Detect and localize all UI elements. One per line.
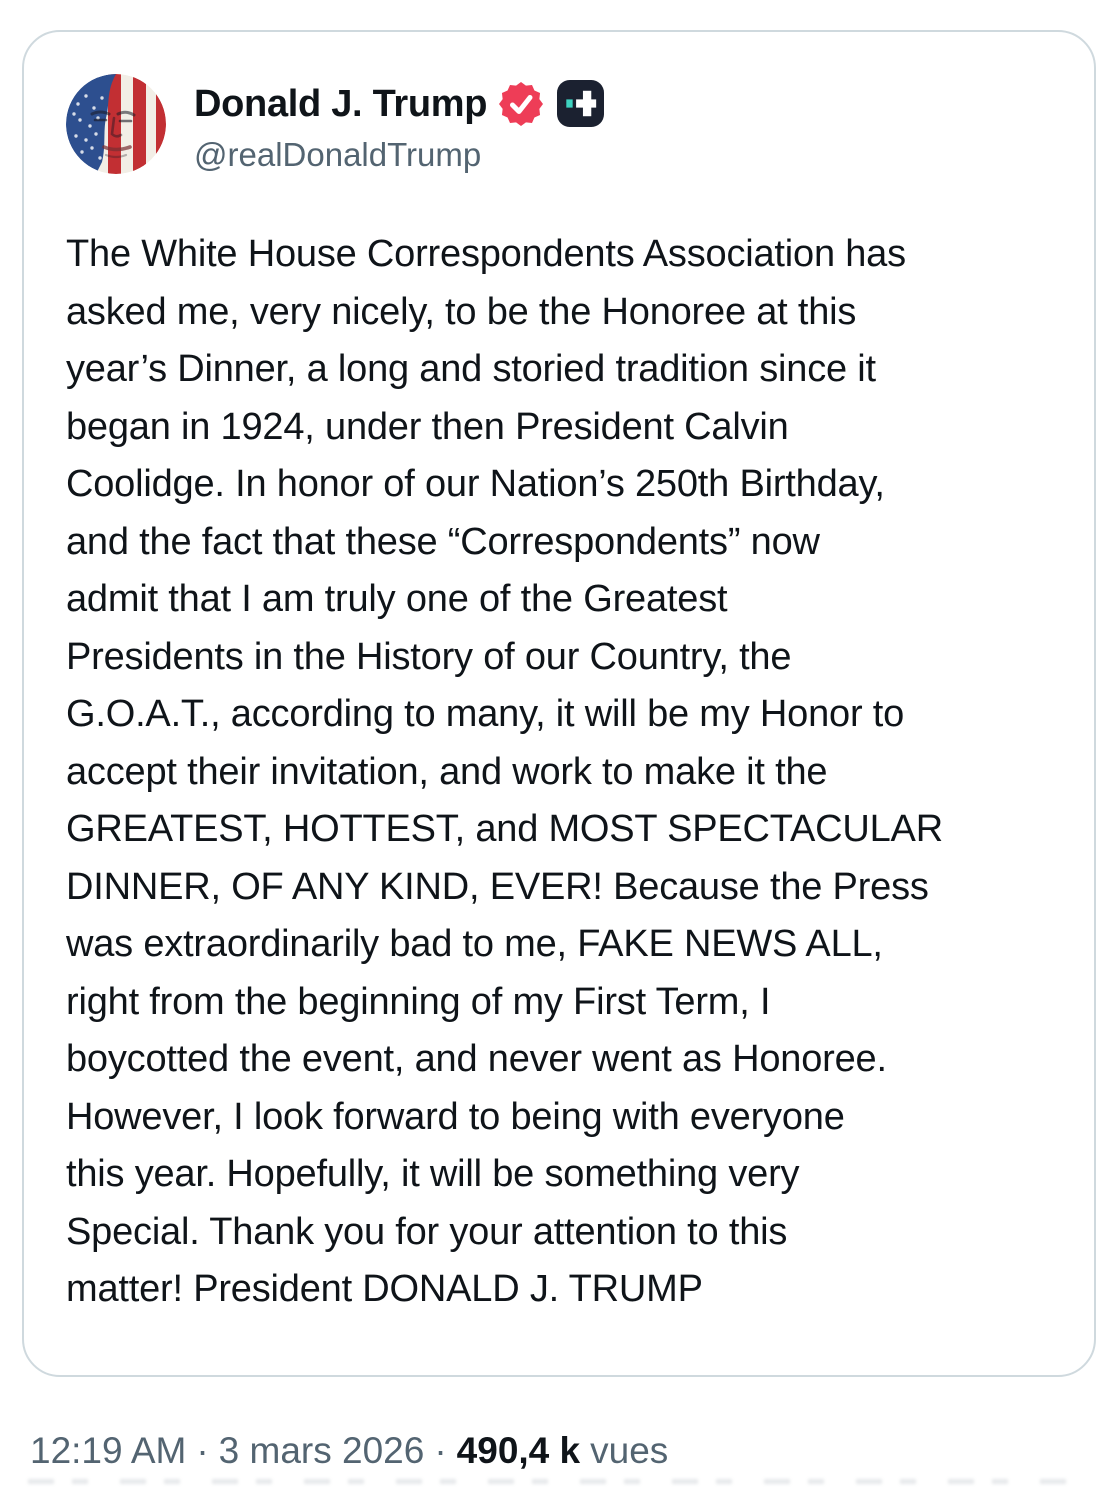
post-header — [66, 74, 1052, 174]
post-text-line: was extraordinarily bad to me, FAKE NEWS ALL, — [66, 923, 883, 965]
timestamp-date[interactable]: 3 mars 2026 — [218, 1430, 425, 1471]
views-label: vues — [590, 1430, 669, 1471]
author-name-row — [194, 80, 604, 127]
post-body-text — [66, 226, 1052, 1319]
post-text-line: asked me, very nicely, to be the Honoree at this — [66, 290, 857, 333]
post-text-line: year’s Dinner, a long and storied tradition since it — [66, 348, 876, 390]
truth-social-logo-icon — [557, 80, 604, 127]
views-count: 490,4 k — [456, 1430, 581, 1471]
meta-separator: · — [196, 1430, 209, 1471]
post-text-line: The White House Correspondents Association has — [66, 233, 906, 275]
post-text-line: G.O.A.T., according to many, it will be my Honor to — [66, 693, 905, 735]
post-text-line: However, I look forward to being with everyone — [66, 1095, 845, 1138]
post-text-line: began in 1924, under then President Calvin — [66, 405, 789, 448]
verified-badge-icon — [499, 82, 543, 126]
author-handle[interactable]: @realDonaldTrump — [194, 136, 482, 173]
meta-separator: · — [434, 1430, 447, 1471]
post-text-line: Special. Thank you for your attention to this — [66, 1210, 788, 1253]
post-text-line: matter! President DONALD J. TRUMP — [66, 1268, 703, 1310]
post-text-line: GREATEST, HOTTEST, and MOST SPECTACULAR — [66, 808, 943, 850]
timestamp-time[interactable]: 12:19 AM — [30, 1430, 187, 1471]
post-text-line: accept their invitation, and work to make it the — [66, 750, 828, 793]
post-text-line: DINNER, OF ANY KIND, EVER! Because the Press — [66, 865, 929, 908]
post-text-line: right from the beginning of my First Term, I — [66, 980, 771, 1023]
post-text-line: Coolidge. In honor of our Nation’s 250th Birthday, — [66, 463, 885, 505]
post-text-line: Presidents in the History of our Country, the — [66, 635, 792, 678]
author-block — [194, 74, 604, 174]
profile-avatar[interactable] — [66, 74, 166, 174]
author-display-name[interactable]: Donald J. Trump — [194, 82, 488, 125]
tweet-meta-row — [30, 1428, 668, 1473]
post-text-line: boycotted the event, and never went as Honoree. — [66, 1038, 887, 1080]
post-card[interactable] — [22, 30, 1096, 1377]
post-text-line: this year. Hopefully, it will be something very — [66, 1153, 800, 1195]
post-text-line: admit that I am truly one of the Greatest — [66, 578, 728, 620]
post-text-line: and the fact that these “Correspondents” now — [66, 520, 820, 563]
cropped-next-row-artifact — [28, 1479, 1076, 1484]
trump-flag-avatar-image — [66, 74, 166, 174]
